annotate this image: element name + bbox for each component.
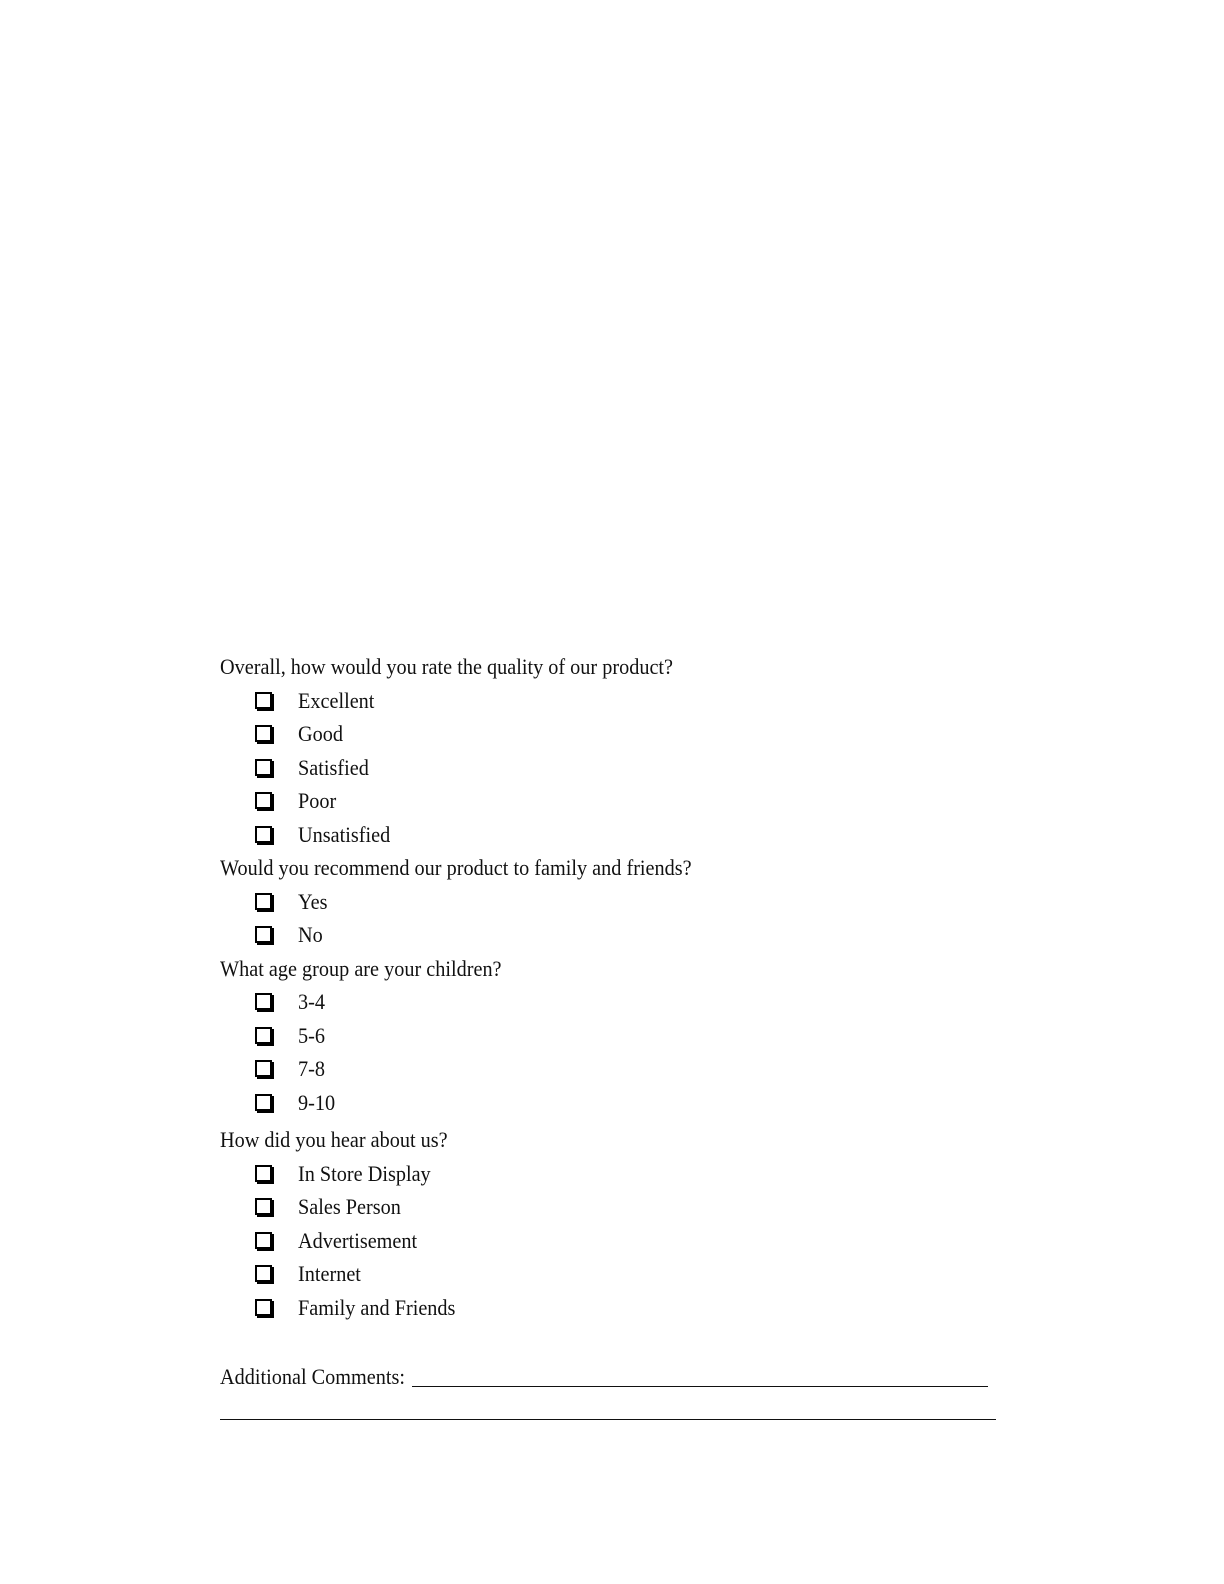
- option-unsatisfied[interactable]: [220, 818, 1020, 852]
- option-yes[interactable]: [220, 885, 1020, 919]
- checkbox-icon[interactable]: [255, 692, 272, 709]
- checkbox-icon[interactable]: [255, 792, 272, 809]
- options-recommend: [220, 885, 1020, 952]
- question-recommend: Would you recommend our product to family and friends?: [220, 855, 692, 880]
- checkbox-icon[interactable]: [255, 1165, 272, 1182]
- survey-form: [220, 650, 1020, 1324]
- option-label: Poor: [298, 788, 337, 813]
- option-poor[interactable]: [220, 784, 1020, 818]
- option-label: Internet: [298, 1261, 361, 1286]
- option-family-and-friends[interactable]: [220, 1291, 1020, 1325]
- checkbox-icon[interactable]: [255, 1060, 272, 1077]
- checkbox-icon[interactable]: [255, 759, 272, 776]
- option-label: 3-4: [298, 989, 325, 1014]
- option-age-5-6[interactable]: [220, 1019, 1020, 1053]
- option-label: Excellent: [298, 687, 375, 713]
- comments-input-line-2[interactable]: [220, 1419, 996, 1420]
- option-no[interactable]: [220, 918, 1020, 952]
- checkbox-icon[interactable]: [255, 826, 272, 843]
- option-age-3-4[interactable]: [220, 985, 1020, 1019]
- option-sales-person[interactable]: [220, 1190, 1020, 1224]
- option-internet[interactable]: [220, 1257, 1020, 1291]
- question-referral-source: How did you hear about us?: [220, 1127, 448, 1152]
- options-product-quality: [220, 684, 1020, 852]
- option-label: Sales Person: [298, 1194, 401, 1219]
- comments-row: [220, 1360, 1000, 1394]
- option-label: 7-8: [298, 1056, 325, 1081]
- option-label: Good: [298, 721, 343, 746]
- checkbox-icon[interactable]: [255, 1265, 272, 1282]
- checkbox-icon[interactable]: [255, 1232, 272, 1249]
- option-label: 9-10: [298, 1089, 336, 1115]
- option-age-7-8[interactable]: [220, 1052, 1020, 1086]
- option-label: In Store Display: [298, 1160, 431, 1186]
- option-satisfied[interactable]: [220, 751, 1020, 785]
- checkbox-icon[interactable]: [255, 1198, 272, 1215]
- option-label: 5-6: [298, 1022, 325, 1048]
- option-label: Unsatisfied: [298, 821, 391, 847]
- comments-input-line[interactable]: [412, 1386, 988, 1387]
- option-advertisement[interactable]: [220, 1224, 1020, 1258]
- checkbox-icon[interactable]: [255, 1299, 272, 1316]
- option-label: No: [298, 922, 323, 947]
- checkbox-icon[interactable]: [255, 1027, 272, 1044]
- checkbox-icon[interactable]: [255, 1094, 272, 1111]
- question-age-group: What age group are your children?: [220, 955, 502, 981]
- option-label: Advertisement: [298, 1227, 418, 1253]
- options-age-group: [220, 985, 1020, 1119]
- checkbox-icon[interactable]: [255, 993, 272, 1010]
- options-referral-source: [220, 1157, 1020, 1325]
- additional-comments-section: [220, 1360, 1000, 1394]
- option-good[interactable]: [220, 717, 1020, 751]
- option-age-9-10[interactable]: [220, 1086, 1020, 1120]
- checkbox-icon[interactable]: [255, 893, 272, 910]
- option-label: Satisfied: [298, 754, 369, 780]
- option-in-store-display[interactable]: [220, 1157, 1020, 1191]
- option-label: Family and Friends: [298, 1294, 456, 1320]
- option-label: Yes: [298, 888, 328, 914]
- question-product-quality: Overall, how would you rate the quality of our product?: [220, 654, 674, 679]
- comments-label: Additional Comments:: [220, 1364, 405, 1389]
- checkbox-icon[interactable]: [255, 926, 272, 943]
- option-excellent[interactable]: [220, 684, 1020, 718]
- checkbox-icon[interactable]: [255, 725, 272, 742]
